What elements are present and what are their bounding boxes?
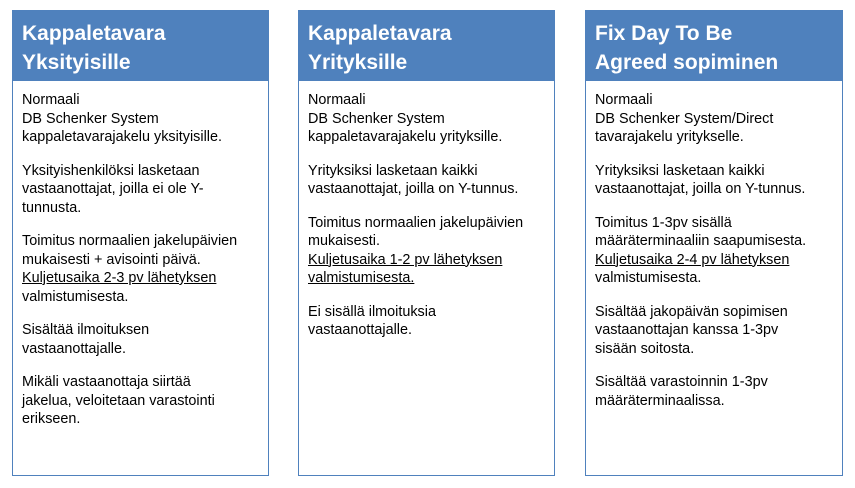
card-body (299, 81, 554, 340)
text-line: valmistumisesta. (22, 288, 129, 305)
text-line: mukaisesti. (308, 233, 380, 249)
card-title-line: Kappaletavara (308, 22, 452, 45)
underlined-text-line: Kuljetusaika 2-3 pv lähetyksen (22, 270, 217, 286)
text-line: Toimitus normaalien jakelupäivien (22, 233, 238, 249)
paragraph (308, 91, 546, 147)
paragraph (308, 214, 546, 288)
paragraph (22, 232, 260, 306)
paragraph (595, 162, 834, 199)
text-line: valmistumisesta. (595, 270, 702, 286)
text-line: kappaletavarajakelu yksityisille. (22, 129, 222, 145)
text-line: Sisältää jakopäivän sopimisen (595, 303, 788, 320)
text-line: tavarajakelu yritykselle. (595, 129, 744, 145)
text-line: jakelua, veloitetaan varastointi (22, 392, 215, 409)
card-body (13, 81, 268, 429)
text-line: Yksityishenkilöksi lasketaan (22, 162, 200, 179)
paragraph (308, 162, 546, 199)
text-line: vastaanottajat, joilla on Y-tunnus. (595, 181, 806, 197)
underlined-text-line: Kuljetusaika 1-2 pv lähetyksen (308, 251, 503, 268)
text-line: erikseen. (22, 411, 81, 427)
underlined-text-line: Kuljetusaika 2-4 pv lähetyksen (595, 251, 790, 268)
card-body (586, 81, 842, 410)
text-line: määräterminaalissa. (595, 392, 725, 409)
text-line: DB Schenker System (22, 110, 159, 127)
text-line: Normaali (22, 92, 80, 108)
text-line: Yrityksiksi lasketaan kaikki (595, 162, 765, 179)
text-line: määräterminaaliin saapumisesta. (595, 233, 807, 249)
text-line: vastaanottajat, joilla on Y-tunnus. (308, 181, 519, 197)
card-kappaletavara-yrityksille (298, 10, 555, 476)
card-fix-day-to-be-agreed (585, 10, 843, 476)
underlined-text-line: valmistumisesta. (308, 270, 415, 286)
card-title-line: Agreed sopiminen (595, 51, 779, 74)
paragraph (22, 91, 260, 147)
paragraph (595, 303, 834, 359)
card-title-line: Yksityisille (22, 51, 131, 74)
text-line: Mikäli vastaanottaja siirtää (22, 374, 191, 390)
paragraph (595, 373, 834, 410)
text-line: vastaanottajan kanssa 1-3pv (595, 322, 779, 338)
text-line: vastaanottajalle. (308, 322, 413, 338)
text-line: sisään soitosta. (595, 340, 695, 357)
paragraph (22, 373, 260, 429)
paragraph (22, 162, 260, 218)
card-header (586, 11, 842, 81)
card-header (299, 11, 554, 81)
text-line: mukaisesti + avisointi päivä. (22, 251, 201, 268)
text-line: tunnusta. (22, 199, 82, 216)
text-line: Sisältää varastoinnin 1-3pv (595, 374, 768, 390)
paragraph (308, 303, 546, 340)
card-header (13, 11, 268, 81)
paragraph (22, 321, 260, 358)
text-line: DB Schenker System/Direct (595, 110, 774, 127)
text-line: kappaletavarajakelu yrityksille. (308, 129, 503, 145)
card-kappaletavara-yksityisille (12, 10, 269, 476)
text-line: Sisältää ilmoituksen (22, 322, 150, 338)
text-line: Yrityksiksi lasketaan kaikki (308, 162, 478, 179)
text-line: Toimitus normaalien jakelupäivien (308, 214, 524, 231)
text-line: DB Schenker System (308, 110, 445, 127)
text-line: Normaali (595, 92, 653, 108)
card-title-line: Kappaletavara (22, 22, 166, 45)
text-line: Normaali (308, 92, 366, 108)
text-line: vastaanottajalle. (22, 340, 127, 357)
text-line: vastaanottajat, joilla ei ole Y- (22, 181, 204, 197)
text-line: Toimitus 1-3pv sisällä (595, 214, 732, 231)
card-title-line: Fix Day To Be (595, 22, 733, 45)
card-title-line: Yrityksille (308, 51, 408, 74)
text-line: Ei sisällä ilmoituksia (308, 303, 436, 320)
paragraph (595, 91, 834, 147)
paragraph (595, 214, 834, 288)
